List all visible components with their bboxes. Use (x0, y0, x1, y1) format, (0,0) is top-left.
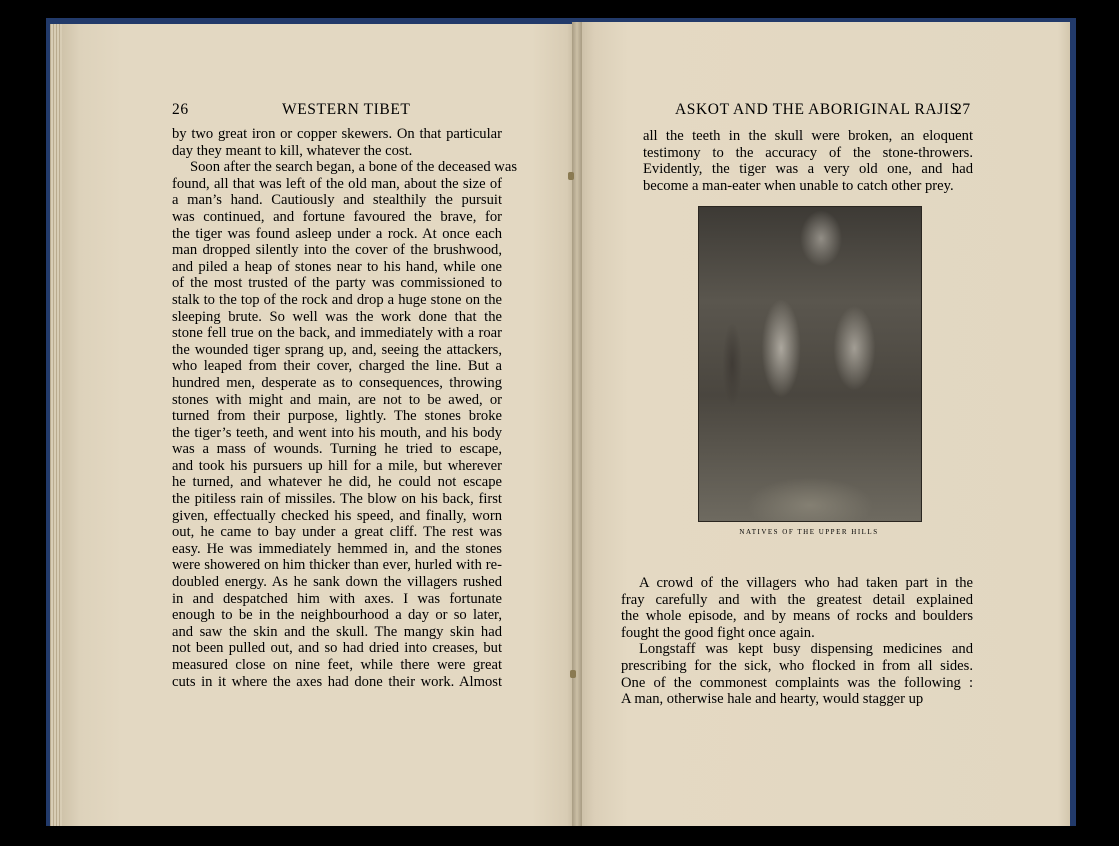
text-line: enough to be in the neighbourhood a day or so later, (172, 607, 502, 624)
text-line: Longstaff was kept busy dispensing medicines and (639, 641, 973, 658)
text-line: A crowd of the villagers who had taken part in the (639, 575, 973, 591)
text-line: and piled a heap of stones near to his hand, while one (172, 258, 502, 275)
text-line: One of the commonest complaints was the following : (621, 674, 973, 691)
text-line: he turned, and whatever he did, he could not escape (172, 474, 502, 491)
text-line: not been pulled out, and so had dried into creases, but (172, 640, 502, 657)
text-line: the tiger was found asleep under a rock. At once each (172, 225, 502, 242)
text-line: A man, otherwise hale and hearty, would stagger up (621, 691, 924, 708)
text-line: easy. He was immediately hemmed in, and the stones (172, 540, 502, 557)
text-line: man dropped silently into the cover of the brushwood, (172, 242, 502, 259)
text-line: were showered on him thicker than ever, hurled with re- (172, 557, 502, 574)
page-number-right: 27 (954, 101, 971, 118)
text-line: in and despatched him with axes. I was fortunate (172, 590, 502, 607)
text-line: out, he came to bay under a great cliff. The rest was (172, 524, 502, 541)
text-line: Soon after the search began, a bone of the deceased was (190, 159, 517, 176)
left-body-text (172, 126, 517, 690)
text-line: stones with might and main, are not to be awed, or (172, 391, 502, 408)
text-line: the tiger’s teeth, and went into his mouth, and his body (172, 424, 502, 441)
running-head-left: WESTERN TIBET (282, 101, 411, 118)
text-line: doubled energy. As he sank down the villagers rushed (172, 574, 502, 591)
text-line: become a man-eater when unable to catch other prey. (643, 177, 954, 194)
binding-thread (568, 172, 574, 180)
text-line: the wounded tiger sprang up, and, seeing the attackers, (172, 341, 502, 358)
text-line: stalk to the top of the rock and drop a huge stone on the (172, 291, 502, 308)
text-line: the pitiless rain of missiles. The blow on his back, first (172, 491, 502, 508)
text-line: who leaped from their cover, charged the line. But a (172, 358, 502, 375)
book-gutter (572, 22, 582, 826)
text-line: and saw the skin and the skull. The mangy skin had (172, 623, 502, 640)
text-line: testimony to the accuracy of the stone-throwers. (643, 144, 973, 161)
right-body-text-bottom (621, 575, 973, 708)
text-line: fought the good fight once again. (621, 624, 815, 641)
text-line: given, effectually checked his speed, and finally, worn (172, 507, 502, 524)
text-line: prescribing for the sick, who flocked in from all sides. (621, 657, 973, 674)
right-body-text-top (643, 128, 973, 194)
photo-caption: NATIVES OF THE UPPER HILLS (739, 528, 879, 536)
page-number-left: 26 (172, 101, 189, 118)
text-line: sleeping brute. So well was the work done that the (172, 308, 502, 325)
text-line: all the teeth in the skull were broken, an eloquent (643, 128, 973, 144)
text-line: Evidently, the tiger was a very old one, and had (643, 161, 973, 178)
text-line: by two great iron or copper skewers. On that particular (172, 126, 502, 142)
text-line: the whole episode, and by means of rocks and boulders (621, 608, 973, 625)
text-line: found, all that was left of the old man, about the size of (172, 175, 502, 192)
text-line: measured close on nine feet, while there were great (172, 657, 502, 673)
text-line: a man’s hand. Cautiously and stealthily the pursuit (172, 192, 502, 209)
photo-natives-of-upper-hills (698, 206, 922, 522)
text-line: of the most trusted of the party was commissioned to (172, 275, 502, 292)
text-line: cuts in it where the axes had done their work. Almost (172, 673, 502, 690)
running-head-right: ASKOT AND THE ABORIGINAL RAJIS (675, 101, 959, 118)
binding-thread (570, 670, 576, 678)
text-line: fray carefully and with the greatest detail explained (621, 591, 973, 608)
text-line: stone fell true on the back, and immediately with a roar (172, 325, 502, 342)
text-line: hundred men, desperate as to consequences, throwing (172, 374, 502, 391)
text-line: and took his pursuers up hill for a mile, but wherever (172, 457, 502, 474)
text-line: was continued, and fortune favoured the brave, for (172, 208, 502, 225)
text-line: day they meant to kill, whatever the cost. (172, 142, 413, 159)
text-line: turned from their purpose, lightly. The stones broke (172, 408, 502, 425)
text-line: was a mass of wounds. Turning he tried to escape, (172, 441, 502, 458)
